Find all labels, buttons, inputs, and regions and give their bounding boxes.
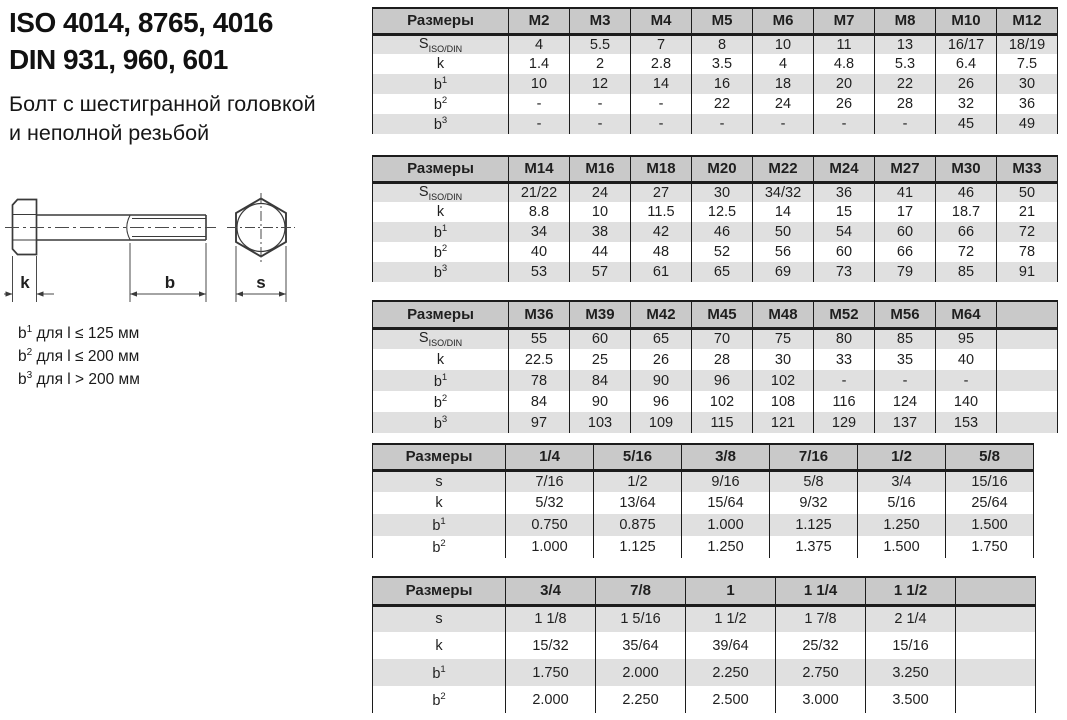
row-label: k <box>436 56 445 72</box>
data-cell: 1.375 <box>770 536 858 558</box>
data-cell: 85 <box>936 262 997 282</box>
tables-panel <box>372 0 1067 720</box>
data-cell: 60 <box>875 222 936 242</box>
data-cell: 1.000 <box>506 536 594 558</box>
data-cell: 3.000 <box>776 686 866 713</box>
data-cell: 26 <box>936 74 997 94</box>
data-cell: 18 <box>753 74 814 94</box>
data-cell: 57 <box>570 262 631 282</box>
data-cell: 12.5 <box>692 202 753 222</box>
data-cell: 2.750 <box>776 659 866 686</box>
row-label: $b^1$ <box>433 371 448 390</box>
data-cell: 124 <box>875 391 936 412</box>
empty-column-header <box>956 577 1036 605</box>
table-row <box>373 492 1034 514</box>
data-cell: 2 1/4 <box>866 605 956 632</box>
data-cell: - <box>509 114 570 134</box>
data-cell: 97 <box>509 412 570 433</box>
thread-length-notes <box>18 320 140 389</box>
data-cell: 22 <box>875 74 936 94</box>
data-cell: 45 <box>936 114 997 134</box>
data-cell: 79 <box>875 262 936 282</box>
data-cell: 102 <box>753 370 814 391</box>
data-cell: 72 <box>997 222 1058 242</box>
data-cell: 2.250 <box>596 686 686 713</box>
data-cell: 10 <box>570 202 631 222</box>
dimension-table-imperial-large <box>372 576 1036 713</box>
data-cell: 13 <box>875 34 936 54</box>
data-cell: 35/64 <box>596 632 686 659</box>
data-cell: 18.7 <box>936 202 997 222</box>
data-cell: 8 <box>692 34 753 54</box>
note-b1: $b^1$ для l ≤ 125 мм <box>18 324 140 343</box>
data-cell: 46 <box>936 182 997 202</box>
data-cell: 60 <box>814 242 875 262</box>
data-cell: 16/17 <box>936 34 997 54</box>
data-cell: 18/19 <box>997 34 1058 54</box>
data-cell: 66 <box>936 222 997 242</box>
data-cell: - <box>692 114 753 134</box>
data-cell: 32 <box>936 94 997 114</box>
row-label-header: Размеры <box>373 8 509 34</box>
data-cell: 0.750 <box>506 514 594 536</box>
data-cell: 8.8 <box>509 202 570 222</box>
data-cell: 48 <box>631 242 692 262</box>
row-label-header: Размеры <box>373 444 506 470</box>
column-header: M5 <box>692 8 753 34</box>
data-cell: 14 <box>631 74 692 94</box>
data-cell: 9/16 <box>682 470 770 492</box>
data-cell: 3.250 <box>866 659 956 686</box>
row-label: $b^1$ <box>433 223 448 241</box>
data-cell <box>997 391 1058 412</box>
row-label: $b^3$ <box>433 413 448 432</box>
data-cell: 4.8 <box>814 54 875 74</box>
dimension-table-metric-m36-m64 <box>372 300 1058 433</box>
data-cell: 28 <box>875 94 936 114</box>
column-header: M64 <box>936 301 997 328</box>
data-cell: 2.250 <box>686 659 776 686</box>
column-header: M16 <box>570 156 631 182</box>
table-row <box>373 328 1058 349</box>
column-header: M10 <box>936 8 997 34</box>
data-cell: 50 <box>997 182 1058 202</box>
data-cell: 28 <box>692 349 753 370</box>
column-header: 1/4 <box>506 444 594 470</box>
column-header: M30 <box>936 156 997 182</box>
data-cell: - <box>814 370 875 391</box>
row-label: k <box>435 637 443 654</box>
data-cell: 5.3 <box>875 54 936 74</box>
column-header: M4 <box>631 8 692 34</box>
data-cell: - <box>570 94 631 114</box>
data-cell: 35 <box>875 349 936 370</box>
column-header: M42 <box>631 301 692 328</box>
data-cell: 65 <box>631 328 692 349</box>
data-cell: 24 <box>753 94 814 114</box>
data-cell: - <box>875 114 936 134</box>
table-row <box>373 34 1058 54</box>
left-panel <box>0 0 370 720</box>
row-label: $b^1$ <box>432 663 446 682</box>
column-header: M6 <box>753 8 814 34</box>
row-label: $b^2$ <box>432 538 446 556</box>
data-cell: 1.500 <box>946 514 1034 536</box>
data-cell: 10 <box>509 74 570 94</box>
data-cell: 103 <box>570 412 631 433</box>
data-cell: 2.000 <box>596 659 686 686</box>
table-row <box>373 605 1036 632</box>
data-cell: 96 <box>692 370 753 391</box>
data-cell: 140 <box>936 391 997 412</box>
data-cell: 36 <box>814 182 875 202</box>
row-label: k <box>436 351 445 368</box>
data-cell: 75 <box>753 328 814 349</box>
data-cell: 90 <box>570 391 631 412</box>
data-cell: 15/16 <box>946 470 1034 492</box>
table-row <box>373 202 1058 222</box>
data-cell: 96 <box>631 391 692 412</box>
data-cell: 16 <box>692 74 753 94</box>
dimension-table-imperial-small <box>372 443 1034 558</box>
row-label: $S_{ISO/DIN}$ <box>418 35 463 54</box>
table-row <box>373 242 1058 262</box>
empty-column-header <box>997 301 1058 328</box>
data-cell: 15/64 <box>682 492 770 514</box>
row-label: k <box>436 204 445 220</box>
data-cell: 2.500 <box>686 686 776 713</box>
data-cell: 11 <box>814 34 875 54</box>
data-cell: 25/64 <box>946 492 1034 514</box>
row-label: $b^1$ <box>433 75 448 93</box>
column-header: M24 <box>814 156 875 182</box>
data-cell: 85 <box>875 328 936 349</box>
data-cell: 17 <box>875 202 936 222</box>
data-cell: 14 <box>753 202 814 222</box>
data-cell: 21 <box>997 202 1058 222</box>
data-cell: - <box>875 370 936 391</box>
data-cell: 4 <box>509 34 570 54</box>
row-label: $b^3$ <box>433 115 448 133</box>
column-header: M45 <box>692 301 753 328</box>
data-cell: 5/8 <box>770 470 858 492</box>
column-header: 5/16 <box>594 444 682 470</box>
data-cell: 1 5/16 <box>596 605 686 632</box>
data-cell: 39/64 <box>686 632 776 659</box>
dimension-lines <box>4 243 286 302</box>
data-cell: - <box>814 114 875 134</box>
row-label: $S_{ISO/DIN}$ <box>418 183 463 202</box>
column-header: 7/16 <box>770 444 858 470</box>
data-cell: 52 <box>692 242 753 262</box>
data-cell: 2.000 <box>506 686 596 713</box>
table-row <box>373 262 1058 282</box>
data-cell: 7 <box>631 34 692 54</box>
data-cell: 121 <box>753 412 814 433</box>
column-header: 5/8 <box>946 444 1034 470</box>
data-cell: 129 <box>814 412 875 433</box>
data-cell <box>997 370 1058 391</box>
data-cell: 36 <box>997 94 1058 114</box>
column-header: 3/8 <box>682 444 770 470</box>
table-row <box>373 370 1058 391</box>
data-cell: 65 <box>692 262 753 282</box>
data-cell: 116 <box>814 391 875 412</box>
data-cell <box>956 632 1036 659</box>
data-cell: 3/4 <box>858 470 946 492</box>
product-description <box>9 90 316 148</box>
column-header: 1 1/2 <box>866 577 956 605</box>
data-cell: 7.5 <box>997 54 1058 74</box>
row-label: $b^2$ <box>433 243 448 261</box>
data-cell: 2 <box>570 54 631 74</box>
column-header: 7/8 <box>596 577 686 605</box>
table-row <box>373 391 1058 412</box>
column-header: M12 <box>997 8 1058 34</box>
table-row <box>373 514 1034 536</box>
table-row <box>373 222 1058 242</box>
product-description-line1: Болт с шестигранной головкой <box>9 92 316 116</box>
column-header: M7 <box>814 8 875 34</box>
dimension-table-metric-m2-m12 <box>372 7 1058 134</box>
data-cell: 42 <box>631 222 692 242</box>
column-header: 1/2 <box>858 444 946 470</box>
note-b2: $b^2$ для l ≤ 200 мм <box>18 347 140 366</box>
table-row <box>373 349 1058 370</box>
column-header: M48 <box>753 301 814 328</box>
column-header: M18 <box>631 156 692 182</box>
data-cell: 41 <box>875 182 936 202</box>
data-cell <box>997 412 1058 433</box>
data-cell: 4 <box>753 54 814 74</box>
data-cell: 78 <box>997 242 1058 262</box>
table-row <box>373 94 1058 114</box>
standards-title <box>9 4 273 78</box>
data-cell: 40 <box>936 349 997 370</box>
data-cell: 137 <box>875 412 936 433</box>
note-b3: $b^3$ для l > 200 мм <box>18 370 140 389</box>
row-label-header: Размеры <box>373 156 509 182</box>
column-header: M36 <box>509 301 570 328</box>
data-cell: 1.750 <box>946 536 1034 558</box>
column-header: M27 <box>875 156 936 182</box>
data-cell: 1 1/8 <box>506 605 596 632</box>
data-cell: 13/64 <box>594 492 682 514</box>
data-cell: 91 <box>997 262 1058 282</box>
data-cell: 109 <box>631 412 692 433</box>
data-cell: 21/22 <box>509 182 570 202</box>
data-cell: 15 <box>814 202 875 222</box>
data-cell: 1.750 <box>506 659 596 686</box>
data-cell: 84 <box>509 391 570 412</box>
data-cell: 25 <box>570 349 631 370</box>
thread-runout-line <box>127 216 130 240</box>
data-cell: 78 <box>509 370 570 391</box>
row-label: $b^2$ <box>432 690 446 709</box>
data-cell: 30 <box>692 182 753 202</box>
data-cell: - <box>753 114 814 134</box>
table-row <box>373 114 1058 134</box>
data-cell: 5/16 <box>858 492 946 514</box>
column-header: M8 <box>875 8 936 34</box>
iso-standards-line: ISO 4014, 8765, 4016 <box>9 7 273 38</box>
row-label: $b^2$ <box>433 392 448 411</box>
row-label: $b^1$ <box>432 516 446 534</box>
data-cell: 3.500 <box>866 686 956 713</box>
data-cell: 9/32 <box>770 492 858 514</box>
data-cell: 27 <box>631 182 692 202</box>
data-cell: 34/32 <box>753 182 814 202</box>
data-cell: 108 <box>753 391 814 412</box>
data-cell: 102 <box>692 391 753 412</box>
data-cell: 53 <box>509 262 570 282</box>
data-cell: 30 <box>997 74 1058 94</box>
data-cell: 55 <box>509 328 570 349</box>
data-cell <box>956 686 1036 713</box>
row-label: k <box>435 495 443 511</box>
data-cell: 1 7/8 <box>776 605 866 632</box>
data-cell: 73 <box>814 262 875 282</box>
data-cell: - <box>936 370 997 391</box>
row-label: $b^2$ <box>433 95 448 113</box>
data-cell: 10 <box>753 34 814 54</box>
row-label: $b^3$ <box>433 263 448 281</box>
data-cell: - <box>631 114 692 134</box>
bolt-technical-drawing <box>3 189 325 311</box>
data-cell: 22.5 <box>509 349 570 370</box>
data-cell: 12 <box>570 74 631 94</box>
row-label: $S_{ISO/DIN}$ <box>418 330 463 349</box>
data-cell: 0.875 <box>594 514 682 536</box>
table-row <box>373 470 1034 492</box>
data-cell: 25/32 <box>776 632 866 659</box>
data-cell: 33 <box>814 349 875 370</box>
column-header: 1 <box>686 577 776 605</box>
data-cell: - <box>631 94 692 114</box>
data-cell: 50 <box>753 222 814 242</box>
data-cell: 61 <box>631 262 692 282</box>
data-cell: 1.000 <box>682 514 770 536</box>
row-label-header: Размеры <box>373 301 509 328</box>
column-header: M14 <box>509 156 570 182</box>
data-cell: 20 <box>814 74 875 94</box>
data-cell: 38 <box>570 222 631 242</box>
data-cell: 7/16 <box>506 470 594 492</box>
data-cell: 84 <box>570 370 631 391</box>
data-cell: 22 <box>692 94 753 114</box>
dimension-table-metric-m14-m33 <box>372 155 1058 282</box>
data-cell: 1.125 <box>770 514 858 536</box>
data-cell: 1/2 <box>594 470 682 492</box>
data-cell: 49 <box>997 114 1058 134</box>
data-cell: 90 <box>631 370 692 391</box>
data-cell: 34 <box>509 222 570 242</box>
data-cell: 6.4 <box>936 54 997 74</box>
dim-k-label: k <box>20 273 30 292</box>
data-cell: 72 <box>936 242 997 262</box>
data-cell: 1 1/2 <box>686 605 776 632</box>
data-cell: 66 <box>875 242 936 262</box>
data-cell: 115 <box>692 412 753 433</box>
data-cell: - <box>570 114 631 134</box>
data-cell: 1.250 <box>858 514 946 536</box>
data-cell: 60 <box>570 328 631 349</box>
data-cell: 2.8 <box>631 54 692 74</box>
data-cell <box>956 659 1036 686</box>
data-cell: 1.4 <box>509 54 570 74</box>
data-cell: 5/32 <box>506 492 594 514</box>
column-header: M22 <box>753 156 814 182</box>
column-header: 1 1/4 <box>776 577 866 605</box>
data-cell: 11.5 <box>631 202 692 222</box>
data-cell <box>956 605 1036 632</box>
table-row <box>373 74 1058 94</box>
table-row <box>373 659 1036 686</box>
data-cell: 54 <box>814 222 875 242</box>
column-header: M33 <box>997 156 1058 182</box>
dim-b-label: b <box>164 273 176 292</box>
data-cell: 26 <box>631 349 692 370</box>
data-cell: 3.5 <box>692 54 753 74</box>
data-cell: 44 <box>570 242 631 262</box>
data-cell: 15/32 <box>506 632 596 659</box>
data-cell: 69 <box>753 262 814 282</box>
data-cell: 1.250 <box>682 536 770 558</box>
dim-s-label: s <box>256 273 266 292</box>
column-header: 3/4 <box>506 577 596 605</box>
table-row <box>373 412 1058 433</box>
data-cell: 26 <box>814 94 875 114</box>
data-cell: 1.500 <box>858 536 946 558</box>
table-row <box>373 536 1034 558</box>
data-cell: 70 <box>692 328 753 349</box>
data-cell: 46 <box>692 222 753 242</box>
row-label: s <box>435 473 443 490</box>
data-cell: - <box>509 94 570 114</box>
data-cell: 153 <box>936 412 997 433</box>
row-label-header: Размеры <box>373 577 506 605</box>
data-cell <box>997 328 1058 349</box>
table-row <box>373 182 1058 202</box>
data-cell: 1.125 <box>594 536 682 558</box>
row-label: s <box>435 611 443 628</box>
data-cell: 95 <box>936 328 997 349</box>
table-row <box>373 686 1036 713</box>
table-row <box>373 632 1036 659</box>
data-cell: 40 <box>509 242 570 262</box>
column-header: M20 <box>692 156 753 182</box>
column-header: M39 <box>570 301 631 328</box>
din-standards-line: DIN 931, 960, 601 <box>9 44 228 75</box>
data-cell: 5.5 <box>570 34 631 54</box>
product-description-line2: и неполной резьбой <box>9 121 210 145</box>
column-header: M2 <box>509 8 570 34</box>
data-cell: 56 <box>753 242 814 262</box>
data-cell: 80 <box>814 328 875 349</box>
column-header: M52 <box>814 301 875 328</box>
data-cell: 15/16 <box>866 632 956 659</box>
column-header: M3 <box>570 8 631 34</box>
table-row <box>373 54 1058 74</box>
data-cell: 30 <box>753 349 814 370</box>
data-cell: 24 <box>570 182 631 202</box>
data-cell <box>997 349 1058 370</box>
column-header: M56 <box>875 301 936 328</box>
